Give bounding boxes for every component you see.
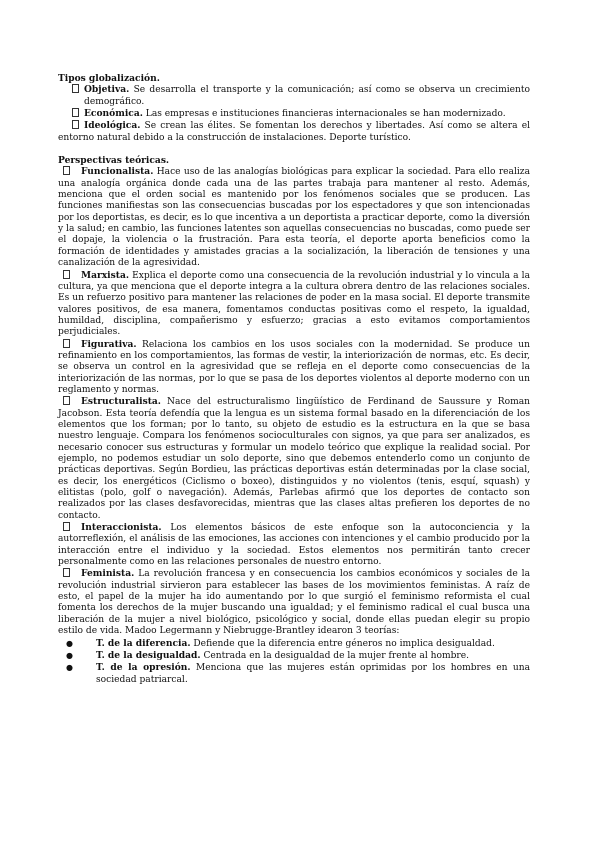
item-text: Nace del estructuralismo lingüístico de Ferdinand de Saussure y Roman Jacobson. Esta teoría defendía que la lengua es un sistema formal basado en la diferenciación de los elementos que los forman; por lo tanto, su objeto de estudio es la estructura en la que se basa nuestro lenguaje. Compara los fenómenos socioculturales con signos, ya que para ser analizados, es necesario conocer sus estructuras y formular un modelo teórico que explique la realidad social. Por ejemplo, no podemos estudiar un solo deporte, sino que debemos entenderlo como un conjunto de prácticas deportivas. Según Bordieu, las prácticas deportivas están determinadas por la clase social, es decir, los energéticos (Ciclismo o boxeo), distinguidos y no violentos (tenis, esquí, squash) y elitistas (polo, golf o navegación). Además, Parlebas afirmó que los deportes de contacto son realizados por las clases desfavorecidas, mientras que las clases altas prefieren los deportes de no contacto. [58, 397, 530, 521]
missing-glyph-box-icon [61, 396, 71, 407]
item-text: Menciona que las mujeres están oprimidas por los hombres en una sociedad patriarcal. [96, 663, 531, 685]
item-title: T. de la desigualdad. [96, 649, 201, 661]
list-item-desigualdad [58, 650, 530, 662]
list-item-opresion [58, 662, 530, 686]
item-title: Objetiva. [84, 84, 130, 96]
item-text: La revolución francesa y en consecuencia los cambios económicos y sociales de la revolución industrial sirvieron para establecer las bases de los movimientos feministas. A raíz de esto, el papel de la mujer ha ido aumentando por lo que surgió el feminismo reformista el cual fomenta los derechos de la mujer buscando una igualdad; y el feminismo radical el cual busca una liberación de la mujer a nivel biológico, psicológico y social, donde ellas puedan elegir su propio estilo de vida. Madoo Legermann y Niebrugge-Brantley idearon 3 teorías: [58, 569, 530, 637]
item-text: Los elementos básicos de este enfoque son la autoconciencia y la autorreflexión, el análisis de las emociones, las acciones con intenciones y el cambio producido por la interacción entre el individuo y la sociedad. Estos elementos nos permitirán tanto crecer personalmente como en las relaciones personales de nuestro entorno. [58, 523, 530, 568]
missing-glyph-box-icon [61, 270, 71, 281]
item-title: Económica. [84, 108, 143, 120]
item-text: Hace uso de las analogías biológicas para explicar la sociedad. Para ello realiza una analogía orgánica donde cada una de las partes trabaja para mantener al resto. Además, menciona que el orden social es mantenido por los fenómenos sociales que se producen. Las funciones manifiestas son las consecuencias buscadas por los espectadores y que son intencionadas por los deportistas, es decir, es lo que incentiva a un deportista a practicar deporte, como la diversión y la salud; en cambio, las funciones latentes son aquellas consecuencias no buscadas, como puede ser el dopaje, la violencia o la frustración. Para esta teoría, el deporte aporta beneficios como la formación de identidades y amistades gracias a la socialización, la liberación de tensiones y una canalización de la agresividad. [58, 167, 530, 269]
list-item-interaccionista [58, 522, 530, 568]
section-heading-perspectives: Perspectivas teóricas. [58, 155, 170, 167]
item-title: Figurativa. [81, 338, 137, 350]
missing-glyph-box-icon [70, 108, 80, 119]
missing-glyph-box-icon [61, 339, 71, 350]
item-title: Funcionalista. [81, 166, 154, 178]
item-title: Ideológica. [84, 120, 141, 132]
item-text: Se desarrolla el transporte y la comunicación; así como se observa un crecimiento demográfico. [84, 85, 530, 107]
item-text: Centrada en la desigualdad de la mujer frente al hombre. [200, 650, 470, 661]
missing-glyph-box-icon [61, 568, 71, 579]
missing-glyph-box-icon [70, 84, 80, 95]
item-title: Feminista. [81, 568, 135, 580]
list-item-funcionalista [58, 166, 530, 269]
filled-circle-icon: ● [66, 650, 73, 660]
spacer [58, 144, 530, 155]
missing-glyph-box-icon [70, 120, 80, 132]
item-title: Marxista. [81, 269, 130, 281]
item-text: Se crean las élites. Se fomentan los derechos y libertades. Así como se altera el entorno natural debido a la construcción de instalaciones. Deporte turístico. [58, 121, 530, 143]
item-text: Las empresas e instituciones financieras internacionales se han modernizado. [142, 109, 506, 120]
filled-circle-icon: ● [66, 663, 73, 673]
feminist-theories-list [58, 638, 530, 686]
list-item-economica [58, 108, 530, 120]
list-item-objetiva [58, 84, 530, 108]
filled-circle-icon: ● [66, 638, 73, 648]
list-item-ideologica [58, 120, 530, 144]
missing-glyph-box-icon [61, 522, 71, 533]
missing-glyph-box-icon [61, 166, 71, 177]
item-title: Interaccionista. [81, 522, 162, 534]
list-item-figurativa [58, 339, 530, 397]
item-title: T. de la diferencia. [96, 637, 191, 649]
list-item-marxista [58, 270, 530, 339]
section-heading-globalization: Tipos globalización. [58, 73, 160, 84]
list-item-feminista [58, 568, 530, 637]
item-text: Relaciona los cambios en los usos sociales con la modernidad. Se produce un refinamiento en los comportamientos, las formas de vestir, la interiorización de normas, etc. Es decir, se observa un control en la agresividad que se refleja en el deporte como consecuencias de la interiorización de las normas, por lo que se pasa de los deportes violentos al deporte moderno con un reglamento y normas. [58, 339, 530, 395]
item-title: T. de la opresión. [96, 662, 191, 674]
list-item-diferencia [58, 638, 530, 650]
list-item-estructuralista [58, 396, 530, 522]
item-text: Defiende que la diferencia entre géneros no implica desigualdad. [190, 638, 495, 649]
item-text: Explica el deporte como una consecuencia de la revolución industrial y lo vincula a la cultura, ya que menciona que el deporte integra a la cultura obrera dentro de las relaciones sociales. Es un refuerzo positivo para mantener las relaciones de poder en la masa social. El deporte transmite valores positivos, de esa manera, fomentamos conductas positivas como el respeto, la igualdad, humildad, disciplina, compañerismo y esfuerzo; gracias a esto evitamos comportamientos perjudiciales. [58, 270, 530, 338]
item-title: Estructuralista. [81, 396, 161, 408]
